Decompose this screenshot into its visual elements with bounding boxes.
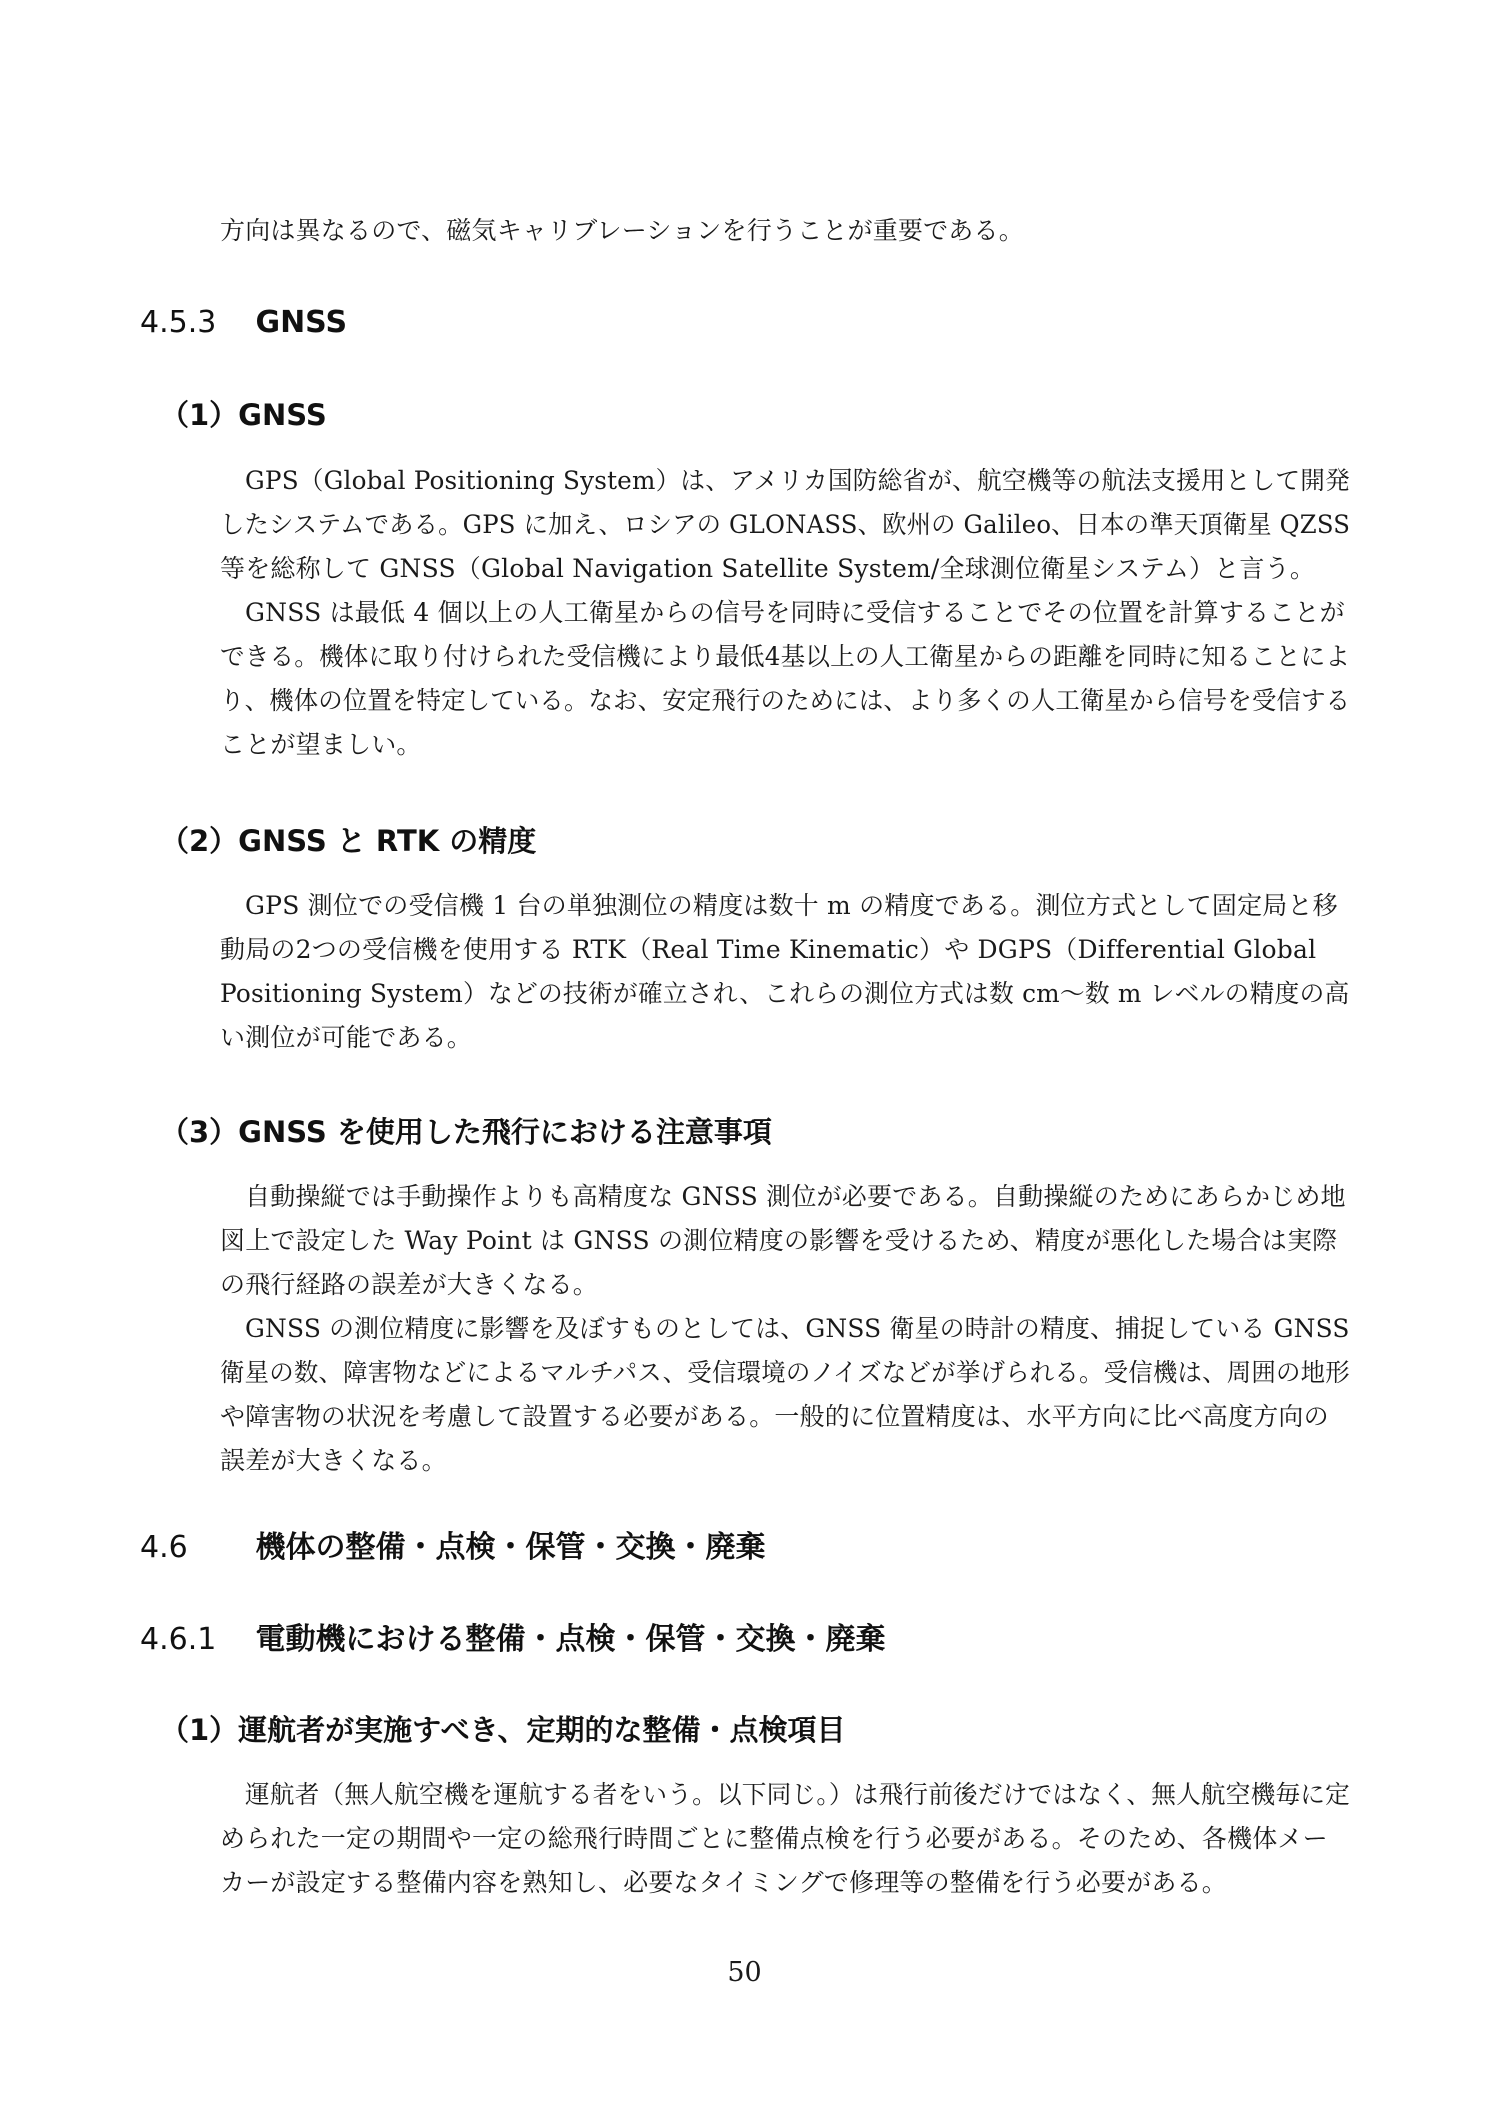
subsection-heading-gnss-rtk: （2）GNSS と RTK の精度: [160, 824, 537, 858]
paragraph-line: GPS（Global Positioning System）は、アメリカ国防総省が、航空機等の航法支援用として開発: [245, 466, 1350, 495]
paragraph-line: GPS 測位での受信機 1 台の単独測位の精度は数十 m の精度である。測位方式として固定局と移: [245, 891, 1338, 920]
subsection-heading-gnss-cautions: （3）GNSS を使用した飛行における注意事項: [160, 1115, 772, 1149]
paragraph-line: 衛星の数、障害物などによるマルチパス、受信環境のノイズなどが挙げられる。受信機は、周囲の地形: [220, 1358, 1350, 1387]
paragraph-line: 図上で設定した Way Point は GNSS の測位精度の影響を受けるため、精度が悪化した場合は実際: [220, 1226, 1338, 1255]
paragraph-line: い測位が可能である。: [220, 1023, 473, 1052]
section-heading-4-6: [140, 1530, 765, 1566]
paragraph-line: したシステムである。GPS に加え、ロシアの GLONASS、欧州の Galileo、日本の準天頂衛星 QZSS: [220, 510, 1351, 539]
paragraph-line: められた一定の期間や一定の総飛行時間ごとに整備点検を行う必要がある。そのため、各機体メー: [220, 1824, 1328, 1853]
paragraph-line: の飛行経路の誤差が大きくなる。: [220, 1270, 599, 1299]
section-heading-4-5-3: [140, 305, 347, 341]
section-title: 電動機における整備・点検・保管・交換・廃棄: [255, 1622, 886, 1657]
paragraph-line: 動局の2つの受信機を使用する RTK（Real Time Kinematic）や DGPS（Differential Global: [220, 935, 1317, 964]
paragraph-line: 誤差が大きくなる。: [220, 1446, 447, 1475]
section-title: GNSS: [255, 305, 348, 340]
section-title: 機体の整備・点検・保管・交換・廃棄: [255, 1530, 766, 1565]
paragraph-line: できる。機体に取り付けられた受信機により最低4基以上の人工衛星からの距離を同時に知ることによ: [220, 642, 1351, 671]
paragraph-line: GNSS は最低 4 個以上の人工衛星からの信号を同時に受信することでその位置を計算することが: [245, 598, 1345, 627]
paragraph-line: や障害物の状況を考慮して設置する必要がある。一般的に位置精度は、水平方向に比べ高度方向の: [220, 1402, 1329, 1431]
paragraph-line: GNSS の測位精度に影響を及ぼすものとしては、GNSS 衛星の時計の精度、捕捉している GNSS: [245, 1314, 1350, 1343]
section-number: 4.5.3: [140, 305, 217, 340]
page-number: 50: [727, 1957, 762, 1988]
subsection-heading-maintenance: （1）運航者が実施すべき、定期的な整備・点検項目: [160, 1713, 846, 1747]
section-number: 4.6: [140, 1530, 188, 1565]
subsection-heading-gnss: （1）GNSS: [160, 398, 327, 432]
paragraph-line: 自動操縦では手動操作よりも高精度な GNSS 測位が必要である。自動操縦のためにあらかじめ地: [245, 1182, 1346, 1211]
paragraph-line: 等を総称して GNSS（Global Navigation Satellite System/全球測位衛星システム）と言う。: [220, 554, 1316, 583]
paragraph-line: ことが望ましい。: [220, 730, 422, 759]
section-heading-4-6-1: [140, 1622, 885, 1658]
section-number: 4.6.1: [140, 1622, 217, 1657]
paragraph-line: 運航者（無人航空機を運航する者をいう。以下同じ。）は飛行前後だけではなく、無人航空機毎に定: [245, 1780, 1350, 1809]
paragraph-line: カーが設定する整備内容を熟知し、必要なタイミングで修理等の整備を行う必要がある。: [220, 1868, 1228, 1897]
intro-line: 方向は異なるので、磁気キャリブレーションを行うことが重要である。: [220, 216, 1024, 245]
paragraph-line: り、機体の位置を特定している。なお、安定飛行のためには、より多くの人工衛星から信号を受信する: [220, 686, 1351, 715]
paragraph-line: Positioning System）などの技術が確立され、これらの測位方式は数 cm～数 m レベルの精度の高: [220, 979, 1350, 1008]
